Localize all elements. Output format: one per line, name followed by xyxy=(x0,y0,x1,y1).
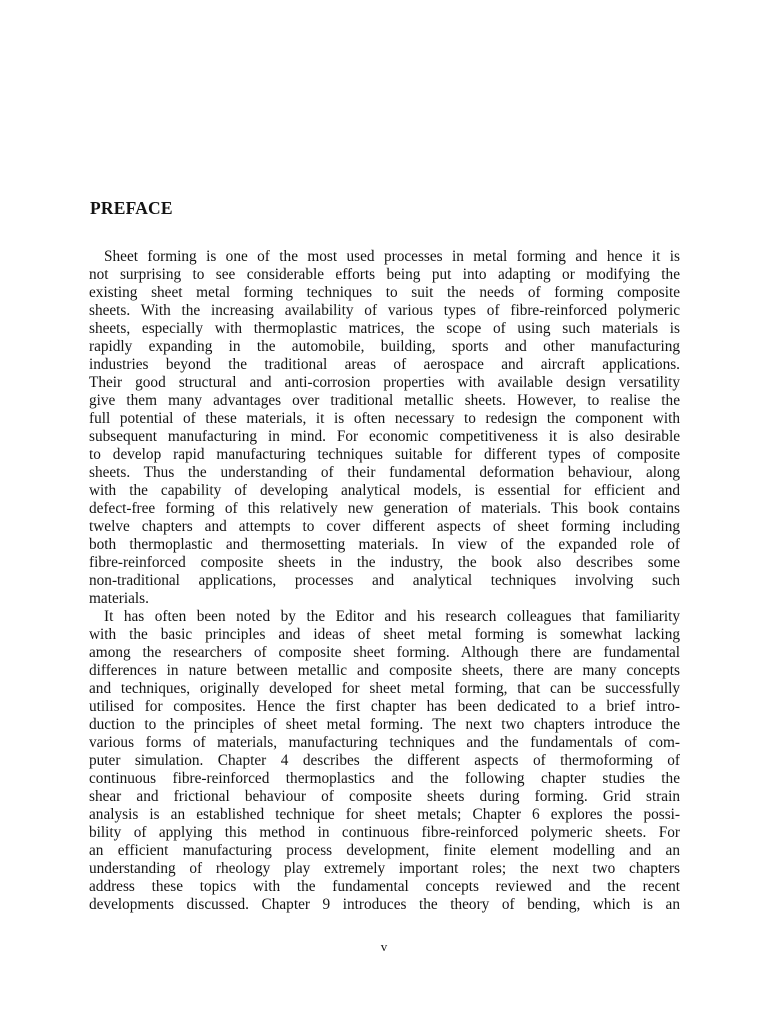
page-number: v xyxy=(380,939,388,954)
text-line: subsequent manufacturing in mind. For economic competitiveness it is also desirable xyxy=(89,428,680,445)
text-line: puter simulation. Chapter 4 describes the different aspects of thermoforming of xyxy=(89,752,680,769)
text-line: both thermoplastic and thermosetting materials. In view of the expanded role of xyxy=(89,536,680,553)
text-line: with the capability of developing analytical models, is essential for efficient and xyxy=(89,482,680,499)
text-line: materials. xyxy=(89,590,149,607)
text-line: with the basic principles and ideas of sheet metal forming is somewhat lacking xyxy=(89,626,680,643)
text-line: sheets. Thus the understanding of their fundamental deformation behaviour, along xyxy=(89,464,680,481)
text-line: among the researchers of composite sheet forming. Although there are fundamental xyxy=(89,644,680,661)
text-line: duction to the principles of sheet metal forming. The next two chapters introduce the xyxy=(89,716,680,733)
text-line: existing sheet metal forming techniques to suit the needs of forming composite xyxy=(89,284,680,301)
text-line: address these topics with the fundamental concepts reviewed and the recent xyxy=(89,878,680,895)
text-line: It has often been noted by the Editor and his research colleagues that familiarity xyxy=(104,608,680,625)
text-line: continuous fibre-reinforced thermoplastics and the following chapter studies the xyxy=(89,770,680,787)
text-line: Their good structural and anti-corrosion properties with available design versatility xyxy=(89,374,680,391)
text-line: fibre-reinforced composite sheets in the industry, the book also describes some xyxy=(89,554,680,571)
text-line: non-traditional applications, processes and analytical techniques involving such xyxy=(89,572,680,589)
text-line: sheets. With the increasing availability of various types of fibre-reinforced polymeric xyxy=(89,302,680,319)
text-line: not surprising to see considerable efforts being put into adapting or modifying the xyxy=(89,266,680,283)
body-text xyxy=(89,248,680,914)
text-line: Sheet forming is one of the most used processes in metal forming and hence it is xyxy=(104,248,680,265)
paragraph xyxy=(89,248,680,608)
text-line: and techniques, originally developed for sheet metal forming, that can be successfully xyxy=(89,680,680,697)
text-line: various forms of materials, manufacturing techniques and the fundamentals of com- xyxy=(89,734,680,751)
text-line: analysis is an established technique for sheet metals; Chapter 6 explores the possi- xyxy=(89,806,680,823)
paragraph xyxy=(89,608,680,914)
text-line: full potential of these materials, it is often necessary to redesign the component with xyxy=(89,410,680,427)
text-line: defect-free forming of this relatively new generation of materials. This book contains xyxy=(89,500,680,517)
text-line: rapidly expanding in the automobile, building, sports and other manufacturing xyxy=(89,338,680,355)
text-line: bility of applying this method in continuous fibre-reinforced polymeric sheets. For xyxy=(89,824,680,841)
text-line: developments discussed. Chapter 9 introduces the theory of bending, which is an xyxy=(89,896,680,913)
text-line: shear and frictional behaviour of composite sheets during forming. Grid strain xyxy=(89,788,680,805)
text-line: give them many advantages over traditional metallic sheets. However, to realise the xyxy=(89,392,680,409)
text-line: sheets, especially with thermoplastic matrices, the scope of using such materials is xyxy=(89,320,680,337)
text-line: differences in nature between metallic and composite sheets, there are many concepts xyxy=(89,662,680,679)
page-title: PREFACE xyxy=(90,198,173,218)
text-line: an efficient manufacturing process development, finite element modelling and an xyxy=(89,842,680,859)
text-line: industries beyond the traditional areas of aerospace and aircraft applications. xyxy=(89,356,680,373)
text-line: to develop rapid manufacturing techniques suitable for different types of composite xyxy=(89,446,680,463)
text-line: twelve chapters and attempts to cover different aspects of sheet forming including xyxy=(89,518,680,535)
text-line: utilised for composites. Hence the first chapter has been dedicated to a brief intro- xyxy=(89,698,680,715)
text-line: understanding of rheology play extremely important roles; the next two chapters xyxy=(89,860,680,877)
